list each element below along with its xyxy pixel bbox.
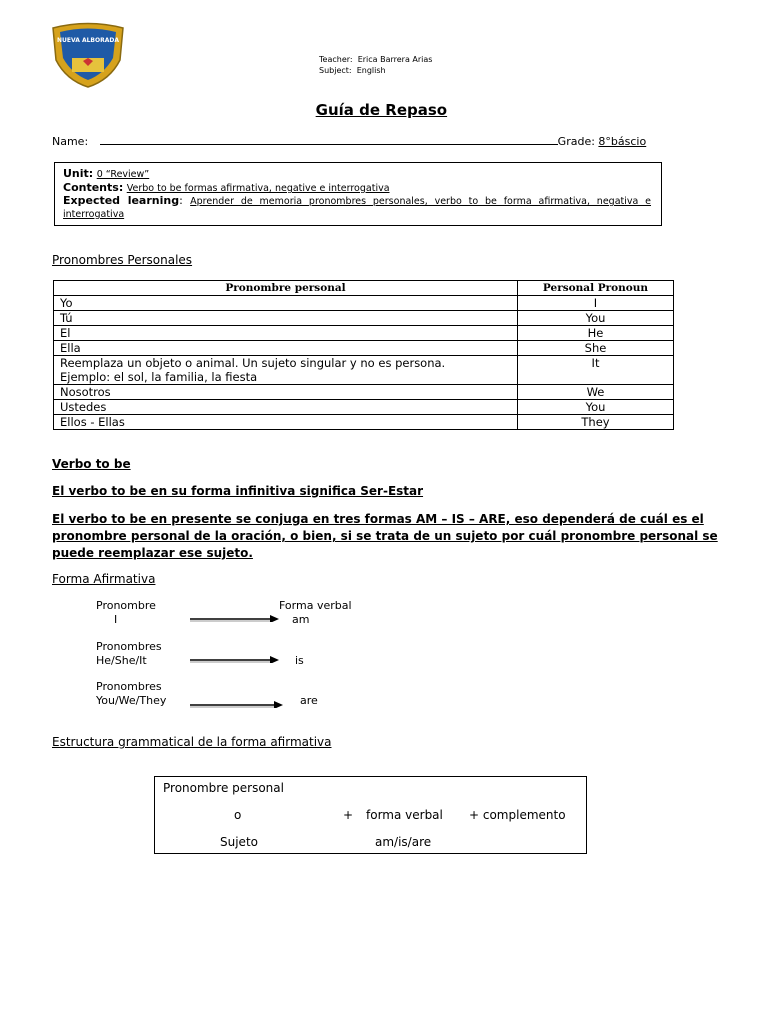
contents-label: Contents: (63, 181, 124, 194)
teacher-label: Teacher: (319, 55, 353, 64)
diagram-verb-label: Forma verbal (279, 599, 352, 612)
unit-label: Unit: (63, 167, 94, 180)
pronoun-en: It (518, 356, 674, 385)
pronoun-en: She (518, 341, 674, 356)
name-row (52, 134, 662, 148)
pronoun-es: Ustedes (54, 400, 518, 415)
arrow-icon (190, 614, 280, 622)
diagram-r2-label: Pronombres (96, 640, 162, 653)
structure-am-is-are: am/is/are (375, 835, 432, 849)
grade-value: 8°báscio (598, 135, 647, 148)
expected-value: Aprender de memoria pronombres personales, verbo to be forma afirmativa, negativa e interrogativa (63, 196, 652, 220)
estructura-heading: Estructura grammatical de la forma afirmativa (52, 735, 332, 749)
pronoun-es: Ella (54, 341, 518, 356)
structure-sujeto: Sujeto (220, 835, 258, 849)
verbo-infinitive: El verbo to be en su forma infinitiva significa Ser-Estar (52, 484, 424, 498)
diagram-pron-you-we-they: You/We/They (96, 694, 167, 707)
teacher-info (319, 54, 432, 76)
table-row (54, 356, 674, 385)
pronoun-en: We (518, 385, 674, 400)
pronoun-es: El (54, 326, 518, 341)
table-row (54, 400, 674, 415)
unit-box: Unit: 0 “Review” Contents: Verbo to be formas afirmativa, negative e interrogativa Expected learning: Aprender de memoria pronombres personales, verbo to be forma afirmativa, negativa e interrogativa (54, 162, 662, 226)
pronoun-es: Yo (54, 296, 518, 311)
pronoun-en: You (518, 311, 674, 326)
contents-value: Verbo to be formas afirmativa, negative e interrogativa (126, 183, 390, 194)
grade-label: Grade: (557, 135, 595, 148)
table-row (54, 341, 674, 356)
logo-text: NUEVA ALBORADA (57, 37, 119, 44)
verbo-present: El verbo to be en presente se conjuga en tres formas AM – IS – ARE, eso dependerá de cuál es el pronombre personal de la oración, o bien, si se trata de un sujeto por cuál pronombre personal se puede reemplazar ese sujeto. (52, 512, 718, 560)
afirmativa-heading: Forma Afirmativa (52, 572, 156, 586)
verbo-heading: Verbo to be (52, 457, 131, 471)
pronoun-es: Ellos - Ellas (54, 415, 518, 430)
school-logo (50, 22, 126, 88)
structure-complemento: + complemento (469, 808, 566, 822)
pronoun-en: They (518, 415, 674, 430)
table-row (54, 385, 674, 400)
diagram-verb-am: am (292, 613, 310, 626)
diagram-pron-label: Pronombre (96, 599, 156, 612)
expected-label: Expected learning (63, 194, 180, 207)
name-label: Name: (52, 135, 89, 148)
structure-plus-1: + (343, 808, 354, 822)
subject-name: English (356, 66, 386, 75)
structure-box (154, 776, 587, 854)
structure-forma-verbal: forma verbal (366, 808, 443, 822)
unit-value: 0 “Review” (96, 169, 150, 180)
diagram-r3-label: Pronombres (96, 680, 162, 693)
pronoun-en: You (518, 400, 674, 415)
pronouns-table (53, 280, 674, 430)
column-header-en: Personal Pronoun (518, 281, 674, 296)
pronoun-es-it (54, 356, 518, 385)
diagram-verb-are: are (300, 694, 318, 707)
teacher-name: Erica Barrera Arias (357, 55, 433, 64)
page-title: Guía de Repaso (315, 101, 448, 119)
diagram-verb-is: is (295, 654, 304, 667)
subject-label: Subject: (319, 66, 352, 75)
diagram-pron-i: I (114, 613, 118, 626)
table-row (54, 415, 674, 430)
arrow-icon (190, 655, 280, 663)
name-input-line[interactable] (100, 134, 558, 145)
table-row (54, 311, 674, 326)
structure-pronombre: Pronombre personal (163, 781, 284, 795)
structure-o: o (234, 808, 242, 822)
pronoun-es: Tú (54, 311, 518, 326)
table-row (54, 326, 674, 341)
it-description: Reemplaza un objeto o animal. Un sujeto singular y no es persona. (60, 356, 446, 370)
table-row (54, 296, 674, 311)
pronoun-en: I (518, 296, 674, 311)
pronoun-es: Nosotros (54, 385, 518, 400)
arrow-icon (190, 700, 285, 708)
pronouns-heading: Pronombres Personales (52, 253, 193, 267)
it-example: Ejemplo: el sol, la familia, la fiesta (60, 370, 258, 384)
pronoun-en: He (518, 326, 674, 341)
table-header-row (54, 281, 674, 296)
column-header-es: Pronombre personal (54, 281, 518, 296)
diagram-pron-he-she-it: He/She/It (96, 654, 147, 667)
